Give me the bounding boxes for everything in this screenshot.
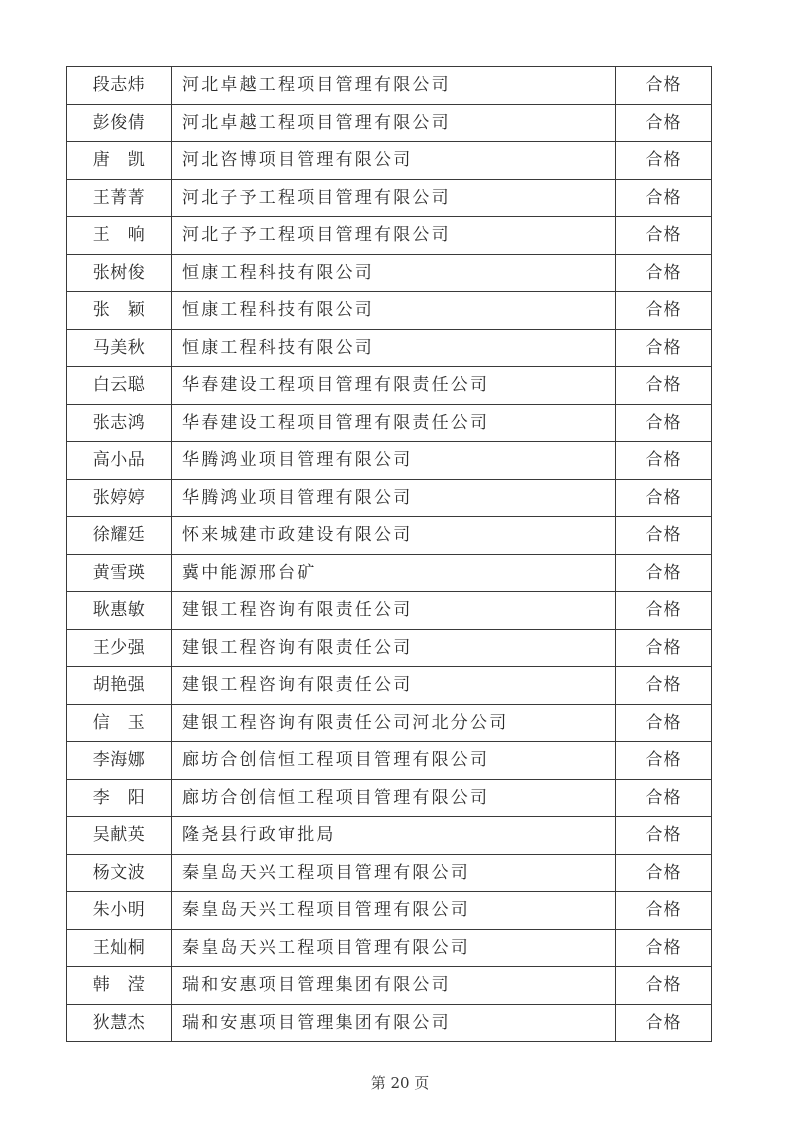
name-cell: 耿惠敏 [67,592,172,630]
result-cell: 合格 [616,704,712,742]
table-row [67,479,712,517]
company-cell: 华春建设工程项目管理有限责任公司 [172,404,616,442]
table-row [67,367,712,405]
name-cell: 吴献英 [67,817,172,855]
result-cell: 合格 [616,667,712,705]
name-cell: 信 玉 [67,704,172,742]
result-cell: 合格 [616,404,712,442]
table-row [67,817,712,855]
result-cell: 合格 [616,929,712,967]
table-row [67,179,712,217]
table-row [67,704,712,742]
table-row [67,404,712,442]
name-cell: 张志鸿 [67,404,172,442]
table-row [67,967,712,1005]
table-row [67,554,712,592]
company-cell: 廊坊合创信恒工程项目管理有限公司 [172,779,616,817]
result-cell: 合格 [616,479,712,517]
company-cell: 恒康工程科技有限公司 [172,292,616,330]
result-cell: 合格 [616,292,712,330]
name-cell: 黄雪瑛 [67,554,172,592]
result-cell: 合格 [616,854,712,892]
company-cell: 河北卓越工程项目管理有限公司 [172,104,616,142]
company-cell: 华腾鸿业项目管理有限公司 [172,442,616,480]
company-cell: 建银工程咨询有限责任公司河北分公司 [172,704,616,742]
name-cell: 王 响 [67,217,172,255]
name-cell: 李 阳 [67,779,172,817]
table-row [67,517,712,555]
table-row [67,67,712,105]
result-cell: 合格 [616,967,712,1005]
result-cell: 合格 [616,1004,712,1042]
table-row [67,629,712,667]
table-row [67,779,712,817]
result-cell: 合格 [616,442,712,480]
name-cell: 彭俊倩 [67,104,172,142]
name-cell: 徐耀廷 [67,517,172,555]
name-cell: 白云聪 [67,367,172,405]
result-cell: 合格 [616,367,712,405]
company-cell: 瑞和安惠项目管理集团有限公司 [172,1004,616,1042]
name-cell: 朱小明 [67,892,172,930]
company-cell: 怀来城建市政建设有限公司 [172,517,616,555]
company-cell: 冀中能源邢台矿 [172,554,616,592]
table-row [67,742,712,780]
name-cell: 段志炜 [67,67,172,105]
company-cell: 廊坊合创信恒工程项目管理有限公司 [172,742,616,780]
table-row [67,892,712,930]
table-row [67,854,712,892]
result-cell: 合格 [616,517,712,555]
company-cell: 河北子予工程项目管理有限公司 [172,179,616,217]
result-cell: 合格 [616,142,712,180]
table-row [67,104,712,142]
results-table [66,66,712,1042]
result-cell: 合格 [616,329,712,367]
name-cell: 高小品 [67,442,172,480]
result-cell: 合格 [616,67,712,105]
company-cell: 秦皇岛天兴工程项目管理有限公司 [172,892,616,930]
name-cell: 张树俊 [67,254,172,292]
page-number: 第 20 页 [370,1074,430,1092]
table-row [67,254,712,292]
table-row [67,592,712,630]
company-cell: 秦皇岛天兴工程项目管理有限公司 [172,929,616,967]
company-cell: 恒康工程科技有限公司 [172,254,616,292]
company-cell: 恒康工程科技有限公司 [172,329,616,367]
table-row [67,442,712,480]
table-row [67,929,712,967]
name-cell: 李海娜 [67,742,172,780]
company-cell: 河北子予工程项目管理有限公司 [172,217,616,255]
company-cell: 建银工程咨询有限责任公司 [172,592,616,630]
company-cell: 秦皇岛天兴工程项目管理有限公司 [172,854,616,892]
company-cell: 河北卓越工程项目管理有限公司 [172,67,616,105]
name-cell: 王少强 [67,629,172,667]
result-cell: 合格 [616,742,712,780]
name-cell: 杨文波 [67,854,172,892]
name-cell: 胡艳强 [67,667,172,705]
name-cell: 王灿桐 [67,929,172,967]
name-cell: 韩 滢 [67,967,172,1005]
table-row [67,292,712,330]
result-cell: 合格 [616,592,712,630]
results-table-body [67,67,712,1042]
result-cell: 合格 [616,817,712,855]
result-cell: 合格 [616,104,712,142]
name-cell: 唐 凯 [67,142,172,180]
name-cell: 张婷婷 [67,479,172,517]
name-cell: 王菁菁 [67,179,172,217]
table-row [67,142,712,180]
company-cell: 建银工程咨询有限责任公司 [172,667,616,705]
result-cell: 合格 [616,179,712,217]
company-cell: 华春建设工程项目管理有限责任公司 [172,367,616,405]
company-cell: 河北咨博项目管理有限公司 [172,142,616,180]
company-cell: 华腾鸿业项目管理有限公司 [172,479,616,517]
result-cell: 合格 [616,779,712,817]
company-cell: 隆尧县行政审批局 [172,817,616,855]
name-cell: 狄慧杰 [67,1004,172,1042]
name-cell: 马美秋 [67,329,172,367]
result-cell: 合格 [616,629,712,667]
result-cell: 合格 [616,217,712,255]
result-cell: 合格 [616,892,712,930]
table-row [67,1004,712,1042]
table-row [67,329,712,367]
result-cell: 合格 [616,554,712,592]
table-row [67,217,712,255]
company-cell: 瑞和安惠项目管理集团有限公司 [172,967,616,1005]
table-row [67,667,712,705]
company-cell: 建银工程咨询有限责任公司 [172,629,616,667]
result-cell: 合格 [616,254,712,292]
name-cell: 张 颖 [67,292,172,330]
